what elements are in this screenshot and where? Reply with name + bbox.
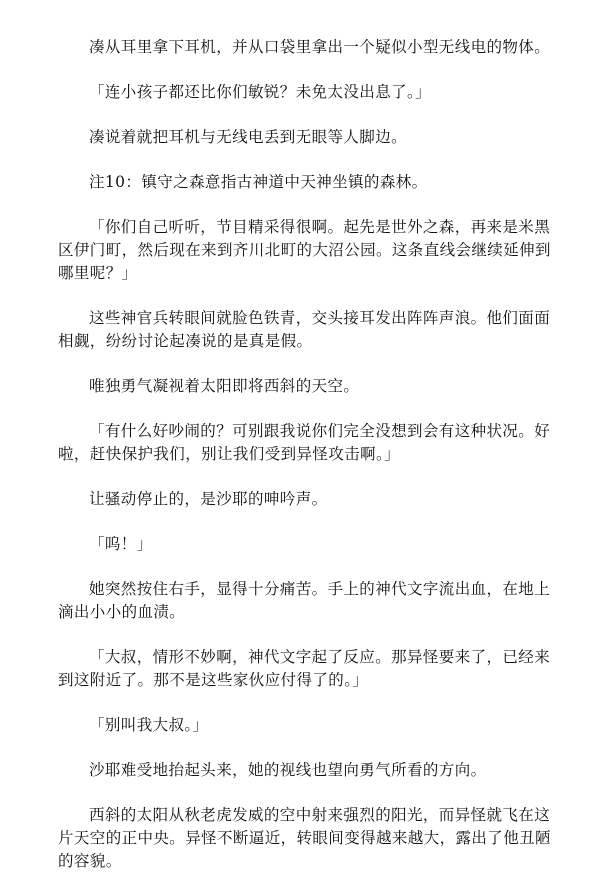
- paragraph: 这些神官兵转眼间就脸色铁青，交头接耳发出阵阵声浪。他们面面相觑，纷纷讨论起凑说的是真是假。: [58, 309, 551, 350]
- paragraph: 沙耶难受地抬起头来，她的视线也望向勇气所看的方向。: [89, 761, 487, 779]
- paragraph: 凑从耳里拿下耳机，并从口袋里拿出一个疑似小型无线电的物体。: [89, 38, 551, 56]
- paragraph: 西斜的太阳从秋老虎发威的空中射来强烈的阳光，而异怪就飞在这片天空的正中央。异怪不断逼近，转眼间变得越来越大，露出了他丑陋的容貌。: [58, 806, 551, 870]
- paragraph: 凑说着就把耳机与无线电丢到无眼等人脚边。: [89, 128, 408, 146]
- paragraph: 唯独勇气凝视着太阳即将西斜的天空。: [89, 377, 360, 395]
- paragraph: 「有什么好吵闹的？可别跟我说你们完全没想到会有这种状况。好啦，赶快保护我们，别让我们受到异怪攻击啊。」: [58, 422, 551, 463]
- paragraph: 「别叫我大叔。」: [89, 716, 209, 734]
- paragraph: 让骚动停止的，是沙耶的呻吟声。: [89, 490, 328, 508]
- footnote: 注10：镇守之森意指古神道中天神坐镇的森林。: [89, 173, 428, 191]
- paragraph: 她突然按住右手，显得十分痛苦。手上的神代文字流出血，在地上滴出小小的血渍。: [58, 580, 551, 621]
- paragraph: 「连小孩子都还比你们敏锐？未免太没出息了。」: [89, 83, 432, 101]
- paragraph: 「你们自己听听，节目精采得很啊。起先是世外之森，再来是米黑区伊门町，然后现在来到齐川北町的大沼公园。这条直线会继续延伸到哪里呢？」: [58, 218, 551, 282]
- paragraph: 「大叔，情形不妙啊，神代文字起了反应。那异怪要来了，已经来到这附近了。那不是这些家伙应付得了的。」: [58, 648, 551, 689]
- paragraph: 「呜！」: [89, 535, 153, 553]
